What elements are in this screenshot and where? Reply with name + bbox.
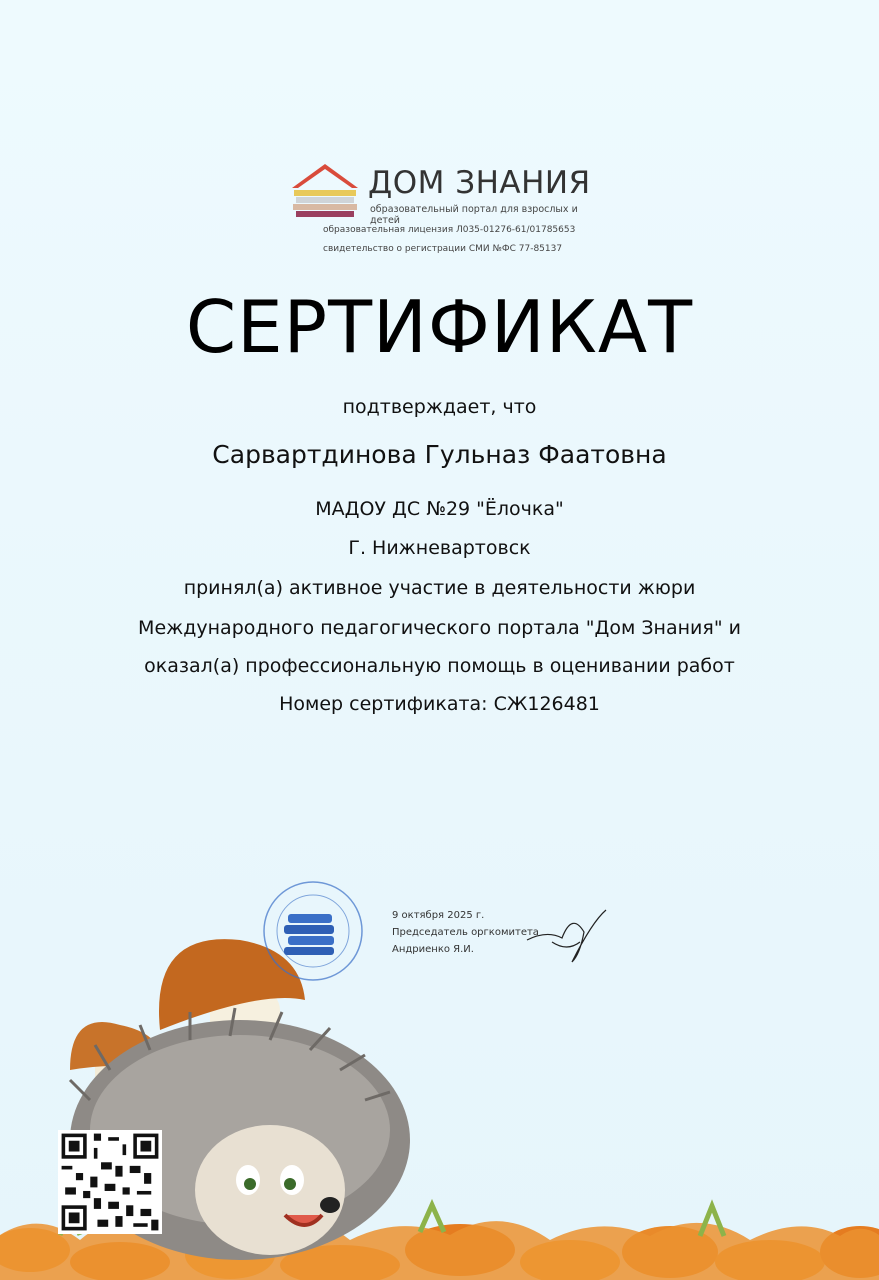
sign-date: 9 октября 2025 г. bbox=[392, 910, 485, 921]
registration-text: свидетельство о регистрации СМИ №ФС 77-85137 bbox=[323, 244, 563, 254]
participation-line-3: оказал(а) профессиональную помощь в оценивании работ bbox=[144, 655, 735, 677]
signature-block bbox=[392, 907, 539, 958]
house-books-icon bbox=[290, 160, 360, 220]
seal-books-icon bbox=[262, 880, 364, 982]
organization-text: МАДОУ ДС №29 "Ёлочка" bbox=[315, 498, 564, 520]
logo-block bbox=[290, 160, 600, 260]
qr-code-icon bbox=[58, 1130, 162, 1234]
brand-tagline: образовательный портал для взрослых и детей bbox=[370, 204, 578, 226]
brand-name: ДОМ ЗНАНИЯ bbox=[368, 165, 591, 201]
participation-line-2: Международного педагогического портала "Дом Знания" и bbox=[138, 617, 741, 639]
sign-position: Председатель оргкомитета bbox=[392, 927, 539, 938]
mushroom-small-icon bbox=[70, 1022, 162, 1100]
certificate-title: СЕРТИФИКАТ bbox=[185, 285, 694, 369]
recipient-name: Сарвартдинова Гульназ Фаатовна bbox=[212, 440, 667, 469]
city-text: Г. Нижневартовск bbox=[348, 537, 531, 559]
certificate-number: Номер сертификата: СЖ126481 bbox=[279, 693, 600, 715]
signature-icon bbox=[522, 902, 612, 966]
confirms-text: подтверждает, что bbox=[342, 396, 537, 418]
participation-line-1: принял(а) активное участие в деятельности жюри bbox=[183, 577, 696, 599]
license-text: образовательная лицензия Л035-01276-61/01785653 bbox=[323, 225, 576, 235]
sign-person: Андриенко Я.И. bbox=[392, 944, 474, 955]
